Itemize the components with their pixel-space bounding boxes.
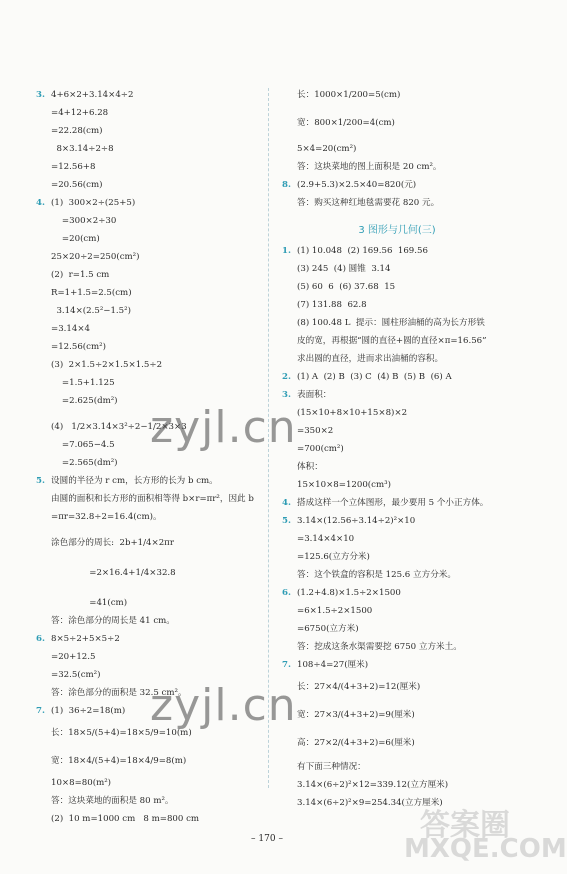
answer-line — [282, 710, 512, 738]
answer-line — [282, 516, 512, 534]
question-number: 2. — [282, 372, 291, 382]
answer-line — [282, 570, 512, 588]
answer-text: 答：这块菜地的图上面积是 20 cm²。 — [297, 162, 442, 172]
answer-line — [282, 498, 512, 516]
answer-line — [282, 264, 512, 282]
answer-text: =22.28(cm) — [51, 126, 103, 136]
question-number: 6. — [282, 588, 291, 598]
answer-line — [36, 252, 258, 270]
answer-text: (2) r=1.5 cm — [51, 270, 110, 280]
answer-line — [36, 198, 258, 216]
answer-text: 答：涂色部分的周长是 41 cm。 — [51, 616, 175, 626]
answer-text: (15×10+8×10+15×8)×2 — [297, 408, 408, 418]
answer-line — [282, 780, 512, 798]
answer-line — [36, 458, 258, 476]
answer-text: 涂色部分的周长: 2b+1/4×2πr — [51, 538, 174, 548]
answer-text: =7.065−4.5 — [51, 440, 115, 450]
answer-line — [282, 180, 512, 198]
answer-text: =32.5(cm²) — [51, 670, 101, 680]
answer-text: (1.2+4.8)×1.5÷2×1500 — [297, 588, 401, 598]
answer-text: 皮的宽，再根据“圆的直径+圆的直径×π=16.56” — [297, 336, 487, 346]
question-number: 4. — [282, 498, 291, 508]
answer-line — [282, 282, 512, 300]
answer-line — [36, 728, 258, 756]
answer-text: 8×3.14÷2÷8 — [51, 144, 114, 154]
answer-text: 长：1000×1/200=5(cm) — [297, 90, 401, 100]
answer-text: 表面积： — [297, 390, 332, 400]
answer-line — [282, 624, 512, 642]
answer-text: 3.14×(2.5²−1.5²) — [51, 306, 131, 316]
answer-text: (7) 131.88 62.8 — [297, 300, 367, 310]
answer-line — [36, 814, 258, 832]
answer-line — [36, 216, 258, 234]
answer-text: 108÷4=27(厘米) — [297, 660, 369, 670]
answer-line — [282, 606, 512, 624]
answer-text: 4+6×2+3.14×4÷2 — [51, 90, 134, 100]
answer-text: =2.625(dm²) — [51, 396, 118, 406]
answer-line — [282, 408, 512, 426]
answer-text: =350×2 — [297, 426, 334, 436]
answer-line — [282, 300, 512, 318]
answer-line — [36, 108, 258, 126]
answer-text: (2) 10 m=1000 cm 8 m=800 cm — [51, 814, 200, 824]
answer-line — [282, 480, 512, 498]
answer-text: =πr=32.8÷2=16.4(cm)。 — [51, 512, 162, 522]
answer-line — [36, 756, 258, 778]
question-number: 8. — [282, 180, 291, 190]
answer-text: =700(cm²) — [297, 444, 344, 454]
answer-line — [36, 494, 258, 512]
answer-text: 长：27×4/(4+3+2)=12(厘米) — [297, 682, 421, 692]
answer-text: (3) 245 (4) 圆锥 3.14 — [297, 264, 391, 274]
answer-text: (4) 1/2×3.14×3²÷2−1/2×3×3 — [51, 422, 187, 432]
answer-line — [36, 90, 258, 108]
answer-text: (1) 36÷2=18(m) — [51, 706, 126, 716]
answer-text: =12.56(cm²) — [51, 342, 106, 352]
answer-line — [36, 180, 258, 198]
answer-line — [36, 634, 258, 652]
watermark-2: zyjl.cn — [150, 680, 297, 731]
question-number: 6. — [36, 634, 45, 644]
watermark-logo-text: 答案圈 — [420, 808, 510, 843]
answer-line — [282, 144, 512, 162]
answer-text: 10×8=80(m²) — [51, 778, 112, 788]
answer-text: =20(cm) — [51, 234, 100, 244]
question-number: 3. — [36, 90, 45, 100]
answer-line — [282, 444, 512, 462]
answer-line — [282, 642, 512, 660]
answer-line — [36, 598, 258, 616]
answer-text: (5) 60 6 (6) 37.68 15 — [297, 282, 396, 292]
question-number: 4. — [36, 198, 45, 208]
answer-line — [282, 426, 512, 444]
answer-text: =3.14×4×10 — [297, 534, 355, 544]
answer-text: 3.14×(6÷2)²×12=339.12(立方厘米) — [297, 780, 449, 790]
answer-text: 答：挖成这条水渠需要挖 6750 立方米土。 — [297, 642, 462, 652]
answer-line — [282, 372, 512, 390]
answer-line — [36, 144, 258, 162]
answer-line — [282, 552, 512, 570]
answer-text: R=1+1.5=2.5(cm) — [51, 288, 132, 298]
question-number: 7. — [36, 706, 45, 716]
watermark-url: MXQE.COM — [404, 834, 567, 864]
question-number: 1. — [282, 246, 291, 256]
answer-text: 答：购买这种红地毯需要花 820 元。 — [297, 198, 440, 208]
answer-line — [282, 354, 512, 372]
answer-text: 答：这个铁盒的容积是 125.6 立方分米。 — [297, 570, 456, 580]
answer-line — [36, 162, 258, 180]
answer-text: =3.14×4 — [51, 324, 91, 334]
answer-text: 15×10×8=1200(cm³) — [297, 480, 391, 490]
answer-line — [282, 246, 512, 264]
answer-text: =2.565(dm²) — [51, 458, 118, 468]
answer-line — [36, 778, 258, 796]
answer-line — [282, 588, 512, 606]
answer-line — [36, 538, 258, 568]
answer-text: 高：27×2/(4+3+2)=6(厘米) — [297, 738, 415, 748]
answer-text: 3.14×(6÷2)²×9=254.34(立方厘米) — [297, 798, 443, 808]
answer-text: 由圆的面积和长方形的面积相等得 b×r=πr²，因此 b — [51, 494, 254, 504]
answer-line — [36, 126, 258, 144]
answer-text: 体积： — [297, 462, 323, 472]
answer-line — [282, 390, 512, 408]
answer-text: (1) 10.048 (2) 169.56 169.56 — [297, 246, 428, 256]
answer-text: 有下面三种情况： — [297, 762, 366, 772]
answer-text: (1) A (2) B (3) C (4) B (5) B (6) A — [297, 372, 452, 382]
answer-line — [282, 660, 512, 682]
answer-text: =20+12.5 — [51, 652, 96, 662]
answer-text: 8×5÷2+5×5÷2 — [51, 634, 120, 644]
question-number: 5. — [282, 516, 291, 526]
question-number: 5. — [36, 476, 45, 486]
answer-text: =4+12+6.28 — [51, 108, 109, 118]
answer-text: (8) 100.48 L 提示：圆柱形油桶的高为长方形铁 — [297, 318, 485, 328]
answer-text: =300×2÷30 — [51, 216, 117, 226]
answer-line — [282, 198, 512, 224]
answer-text: 答：涂色部分的面积是 32.5 cm²。 — [51, 688, 187, 698]
answer-text: (1) 300×2÷(25+5) — [51, 198, 136, 208]
answer-line — [36, 652, 258, 670]
answer-line — [36, 360, 258, 378]
answer-text: 25×20÷2=250(cm²) — [51, 252, 140, 262]
answer-text: 求出圆的直径，进而求出油桶的容积。 — [297, 354, 444, 364]
answer-line — [282, 90, 512, 118]
answer-line — [36, 306, 258, 324]
answer-text: (2.9+5.3)×2.5×40=820(元) — [297, 180, 417, 190]
answer-text: 5×4=20(cm²) — [297, 144, 357, 154]
answer-line — [282, 118, 512, 144]
answer-line — [36, 568, 258, 598]
answer-line — [282, 738, 512, 762]
answer-line — [36, 288, 258, 306]
answer-line — [282, 162, 512, 180]
answer-text: =2×16.4+1/4×32.8 — [51, 568, 176, 578]
question-number: 3. — [282, 390, 291, 400]
answer-text: 答：这块菜地的面积是 80 m²。 — [51, 796, 174, 806]
answer-text: 宽：800×1/200=4(cm) — [297, 118, 395, 128]
answer-line — [36, 234, 258, 252]
answer-line — [36, 476, 258, 494]
answer-line — [282, 336, 512, 354]
answer-line — [36, 270, 258, 288]
answer-text: =1.5+1.125 — [51, 378, 115, 388]
answer-text: =6750(立方米) — [297, 624, 359, 634]
answer-text: 搭成这样一个立体图形，最少要用 5 个小正方体。 — [297, 498, 489, 508]
right-column — [282, 90, 512, 816]
answer-text: 宽：27×3/(4+3+2)=9(厘米) — [297, 710, 415, 720]
answer-text: =12.56+8 — [51, 162, 96, 172]
answer-text: 设圆的半径为 r cm，长方形的长为 b cm。 — [51, 476, 218, 486]
answer-text: =41(cm) — [51, 598, 128, 608]
answer-line — [282, 318, 512, 336]
answer-line — [36, 342, 258, 360]
answer-text: 宽：18×4/(5+4)=18×4/9=8(m) — [51, 756, 187, 766]
answer-text: =125.6(立方分米) — [297, 552, 370, 562]
answer-line — [36, 616, 258, 634]
answer-text: =6×1.5÷2×1500 — [297, 606, 373, 616]
answer-line — [282, 762, 512, 780]
answer-text: 长：18×5/(5+4)=18×5/9=10(m) — [51, 728, 192, 738]
answer-text: =20.56(cm) — [51, 180, 103, 190]
answer-line — [282, 534, 512, 552]
answer-line — [282, 462, 512, 480]
answer-line — [36, 796, 258, 814]
answer-line — [282, 682, 512, 710]
answer-line — [36, 512, 258, 538]
answer-line — [36, 378, 258, 396]
answer-text: (3) 2×1.5÷2×1.5×1.5÷2 — [51, 360, 163, 370]
question-number: 7. — [282, 660, 291, 670]
answer-line — [36, 324, 258, 342]
answer-text: 3.14×(12.56÷3.14÷2)²×10 — [297, 516, 416, 526]
section-heading: 3 图形与几何(三) — [358, 225, 436, 236]
page-number: – 170 – — [251, 834, 283, 844]
watermark-1: zyjl.cn — [150, 402, 297, 453]
